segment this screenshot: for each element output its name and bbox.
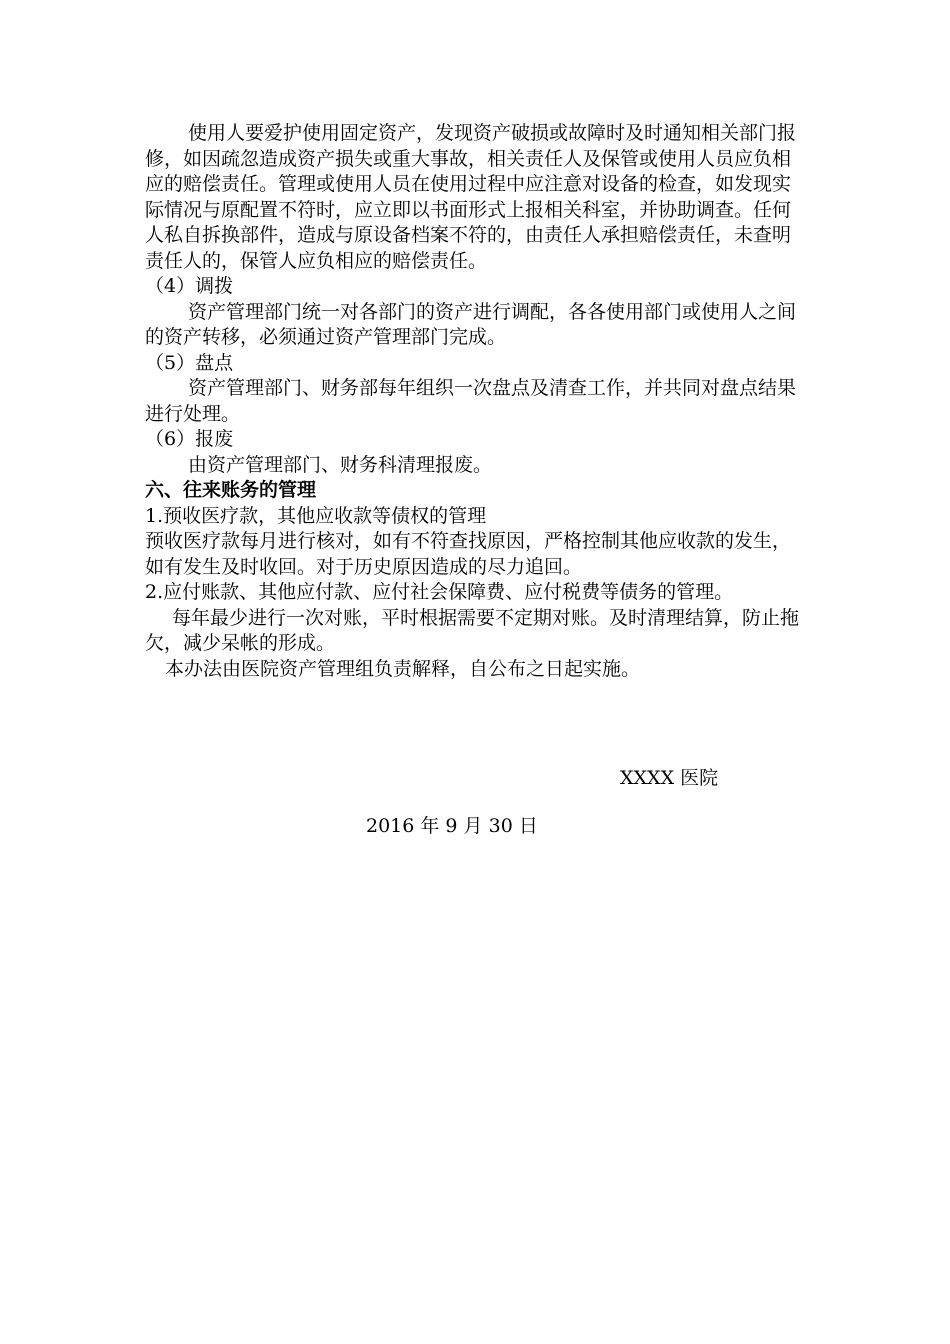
paragraph-inventory: 资产管理部门、财务部每年组织一次盘点及清查工作，并共同对盘点结果进行处理。 — [145, 377, 797, 425]
paragraph-scrap: 由资产管理部门、财务科清理报废。 — [188, 453, 493, 476]
paragraph-asset-usage: 使用人要爱护使用固定资产，发现资产破损或故障时及时通知相关部门报修，如因疏忽造成资产损失或重大事故，相关责任人及保管或使用人员应负相应的赔偿责任。管理或使用人员在使用过程中应注意对设备的检查，如发现实际情况与原配置不符时，应立即以书面形式上报相关科室，并协助调查。任何人私自拆换部件，造成与原设备档案不符的，由责任人承担赔偿责任，未查明责任人的，保管人应负相应的赔偿责任。 — [145, 122, 797, 272]
document-body — [145, 121, 809, 682]
signature-organization: XXXX 医院 — [620, 767, 719, 789]
item-receivables-title: 1.预收医疗款，其他应收款等债权的管理 — [145, 504, 487, 527]
item-payables-title: 2.应付账款、其他应付款、应付社会保障费、应付税费等债务的管理。 — [145, 581, 734, 603]
subheading-transfer: （4）调拨 — [145, 275, 234, 297]
item-payables-body: 每年最少进行一次对账，平时根据需要不定期对账。及时清理结算，防止拖欠，减少呆帐的形成。 — [145, 606, 800, 654]
section-heading-accounts: 六、往来账务的管理 — [145, 479, 317, 501]
signature-date: 2016 年 9 月 30 日 — [366, 815, 538, 837]
closing-statement: 本办法由医院资产管理组负责解释，自公布之日起实施。 — [165, 657, 641, 680]
subheading-inventory: （5）盘点 — [145, 351, 234, 374]
item-receivables-body: 预收医疗款每月进行核对，如有不符查找原因，严格控制其他应收款的发生，如有发生及时收回。对于历史原因造成的尽力追回。 — [145, 530, 792, 578]
subheading-scrap: （6）报废 — [145, 428, 234, 450]
paragraph-transfer: 资产管理部门统一对各部门的资产进行调配，各各使用部门或使用人之间的资产转移，必须通过资产管理部门完成。 — [145, 300, 797, 348]
